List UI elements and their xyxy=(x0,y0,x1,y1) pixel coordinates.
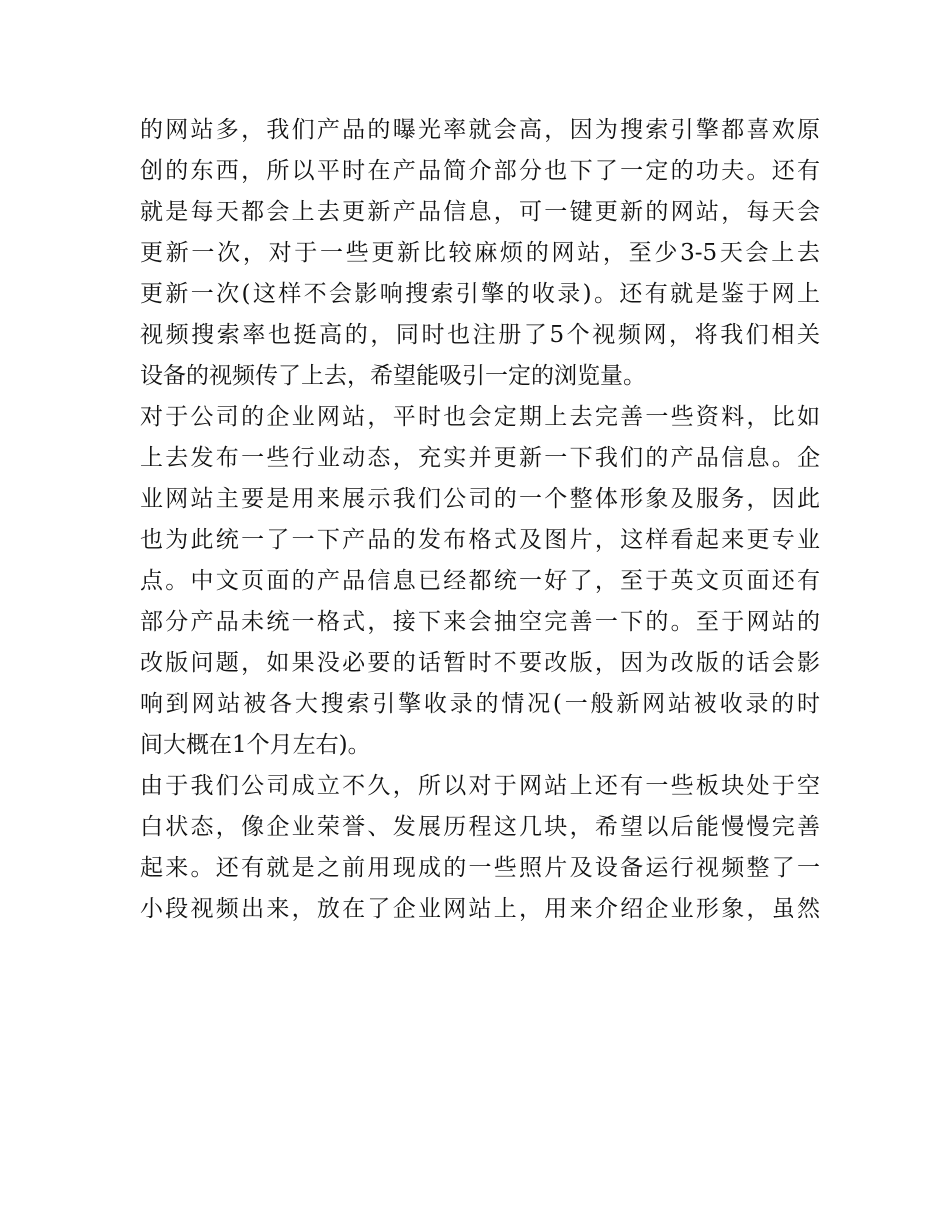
text-line: 白状态，像企业荣誉、发展历程这几块，希望以后能慢慢完善 xyxy=(140,814,820,840)
paragraph-2 xyxy=(140,397,820,766)
text-line: 更新一次，对于一些更新比较麻烦的网站，至少3-5天会上去 xyxy=(140,240,820,266)
text-line: 更新一次(这样不会影响搜索引擎的收录)。还有就是鉴于网上 xyxy=(140,281,820,307)
text-line: 创的东西，所以平时在产品简介部分也下了一定的功夫。还有 xyxy=(140,158,820,184)
text-line: 间大概在1个月左右)。 xyxy=(140,732,371,758)
text-line: 小段视频出来，放在了企业网站上，用来介绍企业形象，虽然 xyxy=(140,896,820,922)
text-line: 对于公司的企业网站，平时也会定期上去完善一些资料，比如 xyxy=(140,404,820,430)
document-body xyxy=(140,110,820,930)
paragraph-3 xyxy=(140,766,820,930)
text-line: 点。中文页面的产品信息已经都统一好了，至于英文页面还有 xyxy=(140,568,820,594)
paragraph-1 xyxy=(140,110,820,397)
text-line: 响到网站被各大搜索引擎收录的情况(一般新网站被收录的时 xyxy=(140,691,820,717)
text-line: 由于我们公司成立不久，所以对于网站上还有一些板块处于空 xyxy=(140,773,820,799)
text-line: 业网站主要是用来展示我们公司的一个整体形象及服务，因此 xyxy=(140,486,820,512)
text-line: 就是每天都会上去更新产品信息，可一键更新的网站，每天会 xyxy=(140,199,820,225)
text-line: 上去发布一些行业动态，充实并更新一下我们的产品信息。企 xyxy=(140,445,820,471)
text-line: 起来。还有就是之前用现成的一些照片及设备运行视频整了一 xyxy=(140,855,820,881)
text-line: 部分产品未统一格式，接下来会抽空完善一下的。至于网站的 xyxy=(140,609,820,635)
text-line: 设备的视频传了上去，希望能吸引一定的浏览量。 xyxy=(140,363,646,389)
text-line: 也为此统一了一下产品的发布格式及图片，这样看起来更专业 xyxy=(140,527,820,553)
text-line: 视频搜索率也挺高的，同时也注册了5个视频网，将我们相关 xyxy=(140,322,820,348)
text-line: 改版问题，如果没必要的话暂时不要改版，因为改版的话会影 xyxy=(140,650,820,676)
text-line: 的网站多，我们产品的曝光率就会高，因为搜索引擎都喜欢原 xyxy=(140,117,820,143)
